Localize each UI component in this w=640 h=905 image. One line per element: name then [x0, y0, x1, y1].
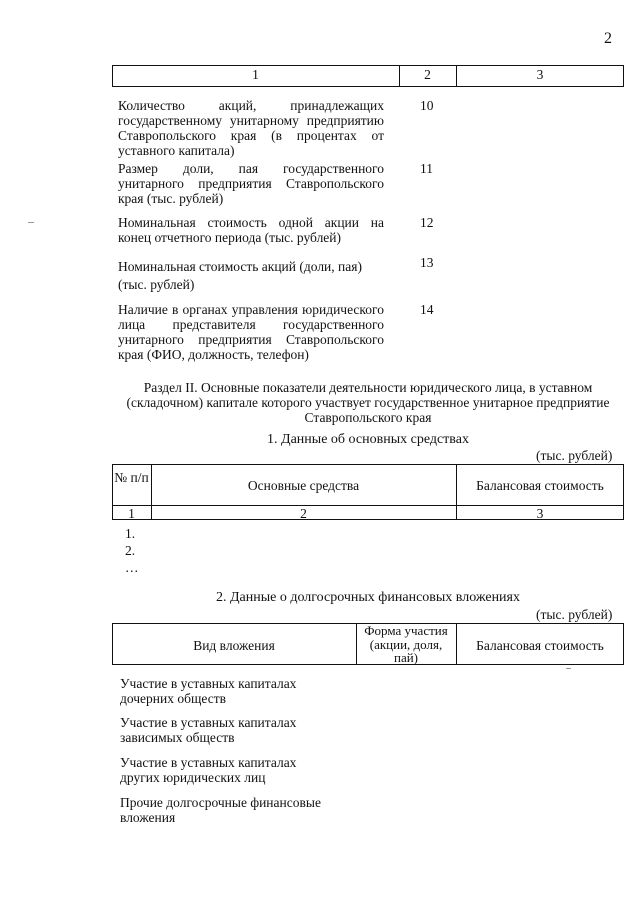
fixed-assets-heading: 1. Данные об основных средствах [267, 432, 469, 447]
investments-heading: 2. Данные о долгосрочных финансовых вложениях [215, 590, 520, 605]
fa-colnum-2: 2 [300, 506, 307, 521]
inv-header-type: Вид вложения [193, 638, 275, 653]
fa-row-1: 1. [125, 526, 136, 541]
inv-header-balance: Балансовая стоимость [476, 638, 604, 653]
fa-header-balance: Балансовая стоимость [476, 478, 604, 493]
margin-mark [28, 222, 34, 223]
row-label-12: Номинальная стоимость одной акции на конец отчетного периода (тыс. рублей) [118, 215, 384, 245]
col-header-2: 2 [424, 67, 431, 82]
margin-mark [566, 668, 571, 669]
inv-row-other-investments: Прочие долгосрочные финансовые вложения [120, 795, 321, 825]
col-header-1: 1 [252, 67, 259, 82]
investments-unit: (тыс. рублей) [536, 607, 613, 622]
col-header-3: 3 [536, 67, 544, 82]
row-label-13: Номинальная стоимость акций (доли, пая) (тыс. рублей) [118, 259, 362, 292]
row-label-11: Размер доли, пая государственного унитарного предприятия Ставропольского края (тыс. рублей) [118, 161, 384, 206]
inv-row-other-entities: Участие в уставных капиталах других юридических лиц [120, 755, 297, 785]
row-code-14: 14 [420, 302, 434, 317]
row-code-10: 10 [420, 98, 434, 113]
fa-colnum-1: 1 [128, 506, 135, 521]
row-label-14: Наличие в органах управления юридического лица представителя государственного унитарного предприятия Ставропольского края (ФИО, должность, телефон) [118, 302, 384, 362]
section-title: Раздел II. Основные показатели деятельности юридического лица, в уставном (складочном) капитале которого участвует государственное унитарное предприятие Ставропольского края [126, 380, 610, 425]
inv-row-subsidiaries: Участие в уставных капиталах дочерних обществ [120, 676, 297, 706]
row-label-10: Количество акций, принадлежащих государственному унитарному предприятию Ставропольского края (в процентах от уставного капитала) [118, 98, 384, 158]
row-code-13: 13 [420, 255, 434, 270]
fa-colnum-3: 3 [536, 506, 544, 521]
page-number: 2 [604, 30, 612, 47]
row-code-11: 11 [420, 161, 433, 176]
fa-row-2: 2. [125, 543, 136, 558]
fa-header-number: № п/п [114, 470, 149, 485]
row-code-12: 12 [420, 215, 434, 230]
fa-header-assets: Основные средства [247, 478, 360, 493]
fixed-assets-unit: (тыс. рублей) [536, 448, 613, 463]
fa-row-3: … [125, 560, 139, 575]
inv-row-dependent: Участие в уставных капиталах зависимых обществ [120, 715, 297, 745]
inv-header-form: Форма участия (акции, доля, пай) [364, 623, 448, 665]
